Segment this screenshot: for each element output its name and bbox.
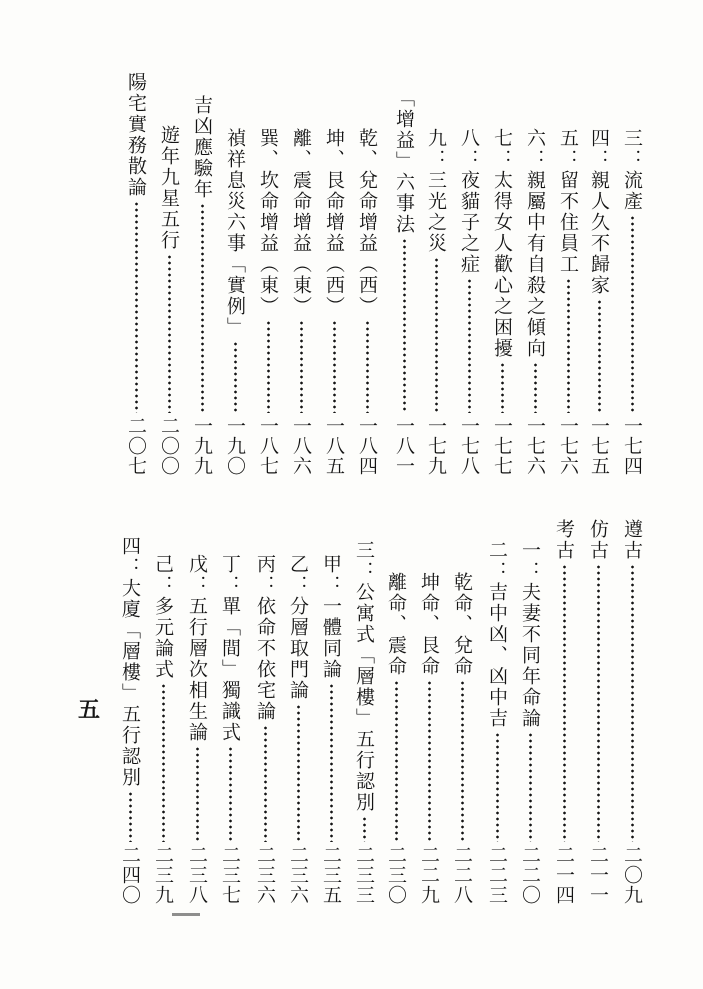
entry-title: 乾命、兌命 [451, 572, 473, 677]
toc-entry [283, 554, 313, 905]
leader-dots [631, 564, 634, 842]
leader-dots [567, 278, 570, 413]
toc-entry [515, 540, 545, 905]
entry-title: 陽宅實務散論 [125, 72, 147, 198]
entry-page: 二三七 [219, 845, 241, 905]
entry-title: 丙：依命不依宅論 [254, 554, 276, 722]
toc-entry [220, 128, 250, 476]
leader-dots [403, 238, 406, 413]
ink-smudge [172, 913, 200, 916]
entry-title: 四：大廈「層樓」五行認別 [119, 536, 141, 788]
leader-dots [330, 683, 333, 842]
entry-title: 七：太得女人歡心之困擾 [491, 128, 513, 359]
entry-page: 一七四 [621, 416, 643, 476]
toc-entry [520, 128, 550, 476]
toc-entry [253, 128, 283, 476]
entry-page: 一八一 [393, 416, 415, 476]
entry-page: 二三九 [152, 845, 174, 905]
toc-entry [454, 128, 484, 476]
toc-entry [447, 572, 477, 905]
entry-page: 一八五 [323, 416, 345, 476]
leader-dots [395, 680, 398, 842]
leader-dots [135, 201, 138, 413]
entry-title: 二：吉中凶、凶中吉 [486, 540, 508, 729]
leader-dots [597, 564, 600, 842]
leader-dots [366, 320, 369, 413]
toc-entry [316, 554, 346, 905]
toc-entry [115, 536, 145, 905]
leader-dots [129, 791, 132, 842]
entry-title: 三：公寓式「層樓」五行認別 [353, 540, 375, 813]
leader-dots [168, 254, 171, 413]
toc-entry [389, 88, 419, 476]
leader-dots [631, 215, 634, 413]
entry-page: 一九九 [191, 416, 213, 476]
toc-entry [549, 519, 579, 905]
entry-page: 二一四 [553, 845, 575, 905]
leader-dots [333, 320, 336, 413]
entry-title: 丁：單「間」獨識式 [219, 554, 241, 743]
entry-title: 己：多元論式 [152, 554, 174, 680]
entry-page: 二三三 [353, 845, 375, 905]
entry-title: 六：親屬中有自殺之傾向 [524, 128, 546, 359]
entry-title: 考古 [553, 519, 575, 561]
toc-entry [414, 572, 444, 905]
entry-page: 二〇七 [125, 416, 147, 476]
toc-entry [482, 540, 512, 905]
toc-entry [182, 554, 212, 905]
leader-dots [496, 732, 499, 842]
entry-page: 二三六 [254, 845, 276, 905]
entry-page: 一七五 [588, 416, 610, 476]
entry-page: 二三五 [320, 845, 342, 905]
toc-entry [352, 128, 382, 476]
entry-title: 乾、兌命增益（西） [356, 128, 378, 317]
leader-dots [529, 732, 532, 842]
leader-dots [196, 746, 199, 842]
entry-page: 一七六 [524, 416, 546, 476]
entry-page: 二二八 [451, 845, 473, 905]
entry-page: 二〇九 [621, 845, 643, 905]
entry-title: 仿古 [587, 519, 609, 561]
entry-page: 一八六 [290, 416, 312, 476]
entry-title: 三：流產 [621, 128, 643, 212]
leader-dots [461, 680, 464, 842]
toc-entry [121, 72, 151, 476]
entry-page: 二一一 [587, 845, 609, 905]
leader-dots [468, 278, 471, 413]
entry-title: 巽、坎命增益（東） [257, 128, 279, 317]
entry-title: 遵古 [621, 519, 643, 561]
entry-page: 二三八 [186, 845, 208, 905]
entry-page: 二三六 [287, 845, 309, 905]
toc-entry [583, 519, 613, 905]
entry-title: 八：夜貓子之症 [458, 128, 480, 275]
entry-page: 一七八 [458, 416, 480, 476]
entry-page: 一七九 [425, 416, 447, 476]
leader-dots [563, 564, 566, 842]
toc-entry [286, 128, 316, 476]
entry-page: 一八四 [356, 416, 378, 476]
leader-dots [435, 257, 438, 413]
entry-title: 一：夫妻不同年命論 [519, 540, 541, 729]
entry-page: 一七六 [557, 416, 579, 476]
entry-title: 禎祥息災六事「實例」 [224, 128, 246, 338]
toc-entry [187, 95, 217, 476]
toc-entry [617, 128, 647, 476]
entry-title: 九：三光之災 [425, 128, 447, 254]
entry-title: 「增益」六事法 [393, 88, 415, 235]
entry-title: 乙：分層取門論 [287, 554, 309, 701]
toc-entry [584, 128, 614, 476]
toc-entry [215, 554, 245, 905]
toc-entry [617, 519, 647, 905]
entry-page: 二二〇 [519, 845, 541, 905]
leader-dots [264, 725, 267, 842]
toc-entry [381, 572, 411, 905]
toc-entry [148, 554, 178, 905]
toc-entry [553, 128, 583, 476]
toc-entry [250, 554, 280, 905]
leader-dots [201, 203, 204, 413]
leader-dots [598, 299, 601, 413]
entry-page: 二三〇 [385, 845, 407, 905]
entry-title: 離、震命增益（東） [290, 128, 312, 317]
toc-entry [154, 125, 184, 476]
leader-dots [300, 320, 303, 413]
entry-title: 遊年九星五行 [158, 125, 180, 251]
leader-dots [229, 746, 232, 842]
entry-page: 一九〇 [224, 416, 246, 476]
page-number: 五 [78, 697, 101, 723]
entry-title: 離命、震命 [385, 572, 407, 677]
leader-dots [363, 816, 366, 842]
entry-title: 五：留不住員工 [557, 128, 579, 275]
entry-title: 吉凶應驗年 [191, 95, 213, 200]
entry-page: 二二九 [418, 845, 440, 905]
leader-dots [162, 683, 165, 842]
entry-page: 二二三 [486, 845, 508, 905]
leader-dots [267, 320, 270, 413]
entry-page: 二四〇 [119, 845, 141, 905]
entry-title: 甲：一體同論 [320, 554, 342, 680]
entry-title: 坤、艮命增益（西） [323, 128, 345, 317]
entry-title: 戊：五行層次相生論 [186, 554, 208, 743]
entry-page: 二〇〇 [158, 416, 180, 476]
leader-dots [501, 362, 504, 413]
leader-dots [534, 362, 537, 413]
leader-dots [234, 341, 237, 413]
toc-entry [319, 128, 349, 476]
entry-page: 一八七 [257, 416, 279, 476]
toc-entry [421, 128, 451, 476]
leader-dots [428, 680, 431, 842]
entry-page: 一七七 [491, 416, 513, 476]
leader-dots [297, 704, 300, 842]
entry-title: 坤命、艮命 [418, 572, 440, 677]
toc-entry [487, 128, 517, 476]
toc-entry [349, 540, 379, 905]
entry-title: 四：親人久不歸家 [588, 128, 610, 296]
